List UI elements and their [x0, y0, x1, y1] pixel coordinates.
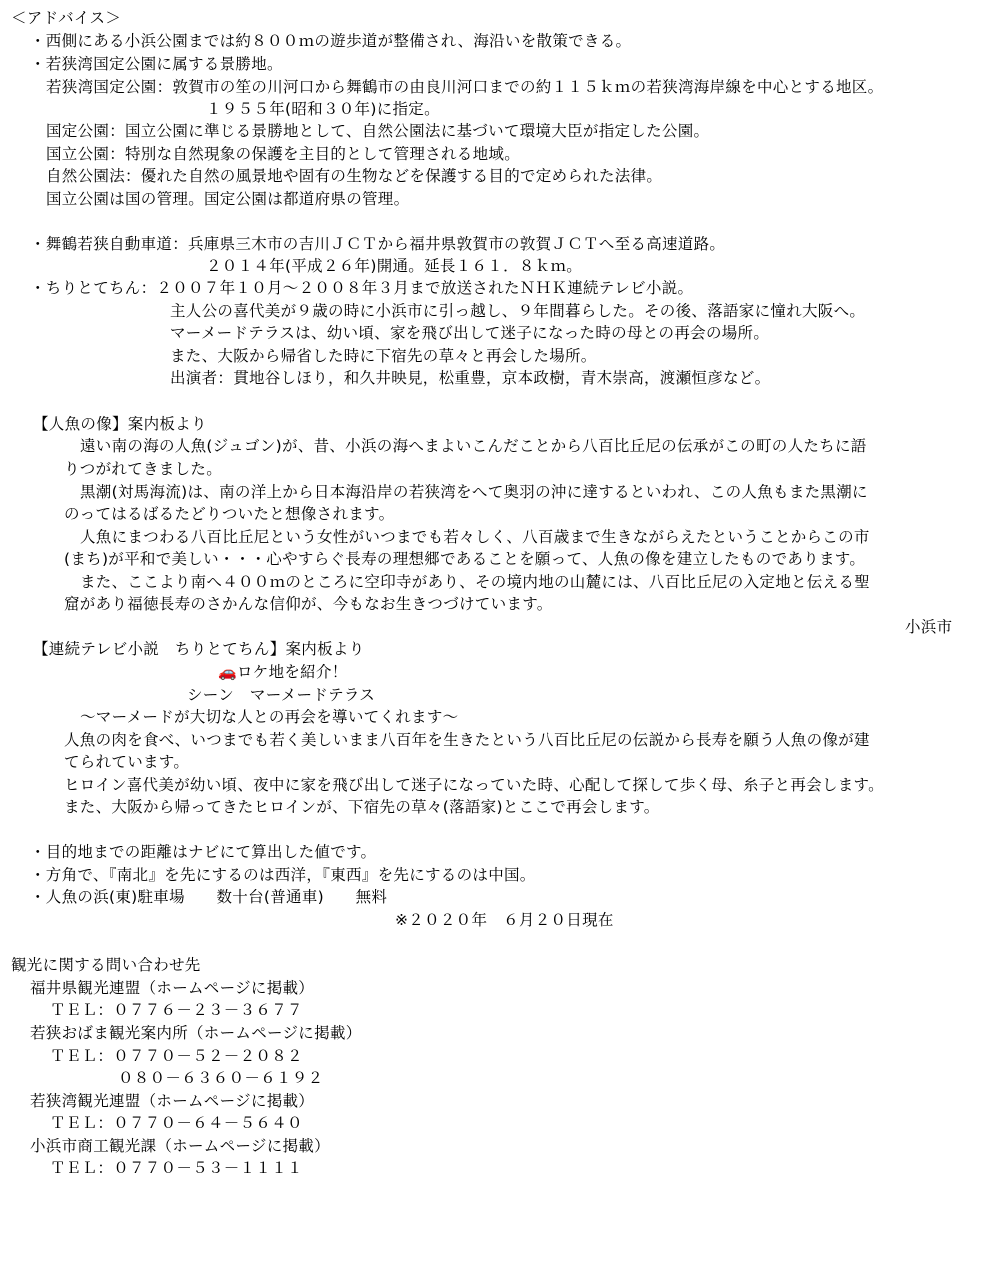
location-intro-text: ロケ地を紹介！ — [236, 663, 348, 681]
contact-org: 福井県観光連盟（ホームページに掲載） — [30, 979, 315, 997]
mermaid-statue-paragraph: 遠い南の海の人魚(ジュゴン)が、昔、小浜の海へまよいこんだことから八百比丘尼の伝承がこの町の人たちに語 — [80, 437, 867, 455]
car-icon: 🚗 — [218, 663, 237, 681]
mermaid-statue-paragraph: りつがれてきました。 — [64, 460, 223, 478]
mermaid-statue-paragraph: 黒潮(対馬海流)は、南の洋上から日本海沿岸の若狭湾をへて奥羽の沖に達するといわれ、この人魚もまた黒潮に — [80, 483, 868, 501]
drama-board-heading: 【連続テレビ小説 ちりとてちん】案内板より — [33, 640, 365, 658]
advice-national-park: 国立公園：特別な自然現象の保護を主目的として管理される地域。 — [46, 145, 521, 163]
note-parking: ・人魚の浜(東)駐車場 数十台(普通車) 無料 — [30, 888, 388, 906]
contact-org: 若狭おばま観光案内所（ホームページに掲載） — [30, 1024, 362, 1042]
contact-tel: ＴＥＬ：０７７０－５３－１１１１ — [50, 1159, 303, 1177]
contact-tel-alt: ０８０－６３６０－６１９２ — [118, 1069, 324, 1087]
note-as-of-date: ※２０２０年 ６月２０日現在 — [395, 911, 614, 929]
contact-tel: ＴＥＬ：０７７６－２３－３６７７ — [50, 1001, 303, 1019]
advice-chiritotechin-story: 主人公の喜代美が９歳の時に小浜市に引っ越し、９年間暮らした。その後、落語家に憧れ大阪へ。 — [170, 302, 866, 320]
contacts-heading: 観光に関する問い合わせ先 — [11, 956, 201, 974]
drama-board-location-intro — [218, 662, 348, 682]
contact-org: 小浜市商工観光課（ホームページに掲載） — [30, 1137, 330, 1155]
drama-board-paragraph: てられています。 — [64, 753, 190, 771]
advice-wakasa-definition: 若狭湾国定公園：敦賀市の笙の川河口から舞鶴市の由良川河口までの約１１５ｋｍの若狭湾海岸線を中心とする地区。 — [46, 78, 884, 96]
note-direction: ・方角で、『南北』を先にするのは西洋，『東西』を先にするのは中国。 — [30, 866, 536, 884]
contact-org: 若狭湾観光連盟（ホームページに掲載） — [30, 1092, 315, 1110]
advice-park-walk: ・西側にある小浜公園までは約８００ｍの遊歩道が整備され、海沿いを散策できる。 — [30, 32, 632, 50]
advice-expressway: ・舞鶴若狭自動車道：兵庫県三木市の吉川ＪＣＴから福井県敦賀市の敦賀ＪＣＴへ至る高速道路。 — [30, 235, 726, 253]
drama-board-tagline: ～マーメードが大切な人との再会を導いてくれます～ — [80, 708, 459, 726]
advice-expressway-opened: ２０１４年(平成２６年)開通。延長１６１．８ｋｍ。 — [206, 257, 583, 275]
drama-board-paragraph: また、大阪から帰ってきたヒロインが、下宿先の草々(落語家)とここで再会します。 — [64, 798, 660, 816]
advice-wakasa-intro: ・若狭湾国定公園に属する景勝地。 — [30, 55, 283, 73]
mermaid-statue-paragraph: また、ここより南へ４００ｍのところに空印寺があり、その境内地の山麓には、八百比丘尼の入定地と伝える聖 — [80, 573, 871, 591]
mermaid-statue-signature: 小浜市 — [905, 618, 953, 636]
contact-tel: ＴＥＬ：０７７０－６４－５６４０ — [50, 1114, 303, 1132]
mermaid-statue-paragraph: 窟があり福徳長寿のさかんな信仰が、今もなお生きつづけています。 — [64, 595, 553, 613]
advice-chiritotechin-cast: 出演者：貫地谷しほり，和久井映見，松重豊，京本政樹，青木崇高，渡瀬恒彦など。 — [170, 369, 771, 387]
advice-management: 国立公園は国の管理。国定公園は都道府県の管理。 — [46, 190, 410, 208]
advice-heading: ＜アドバイス＞ — [11, 9, 122, 27]
mermaid-statue-heading: 【人魚の像】案内板より — [33, 415, 207, 433]
mermaid-statue-paragraph: 人魚にまつわる八百比丘尼という女性がいつまでも若々しく、八百歳まで生きながらえたということからこの市 — [80, 528, 870, 546]
advice-natural-parks-act: 自然公園法：優れた自然の風景地や固有の生物などを保護する目的で定められた法律。 — [46, 167, 663, 185]
advice-chiritotechin-terrace: マーメードテラスは、幼い頃、家を飛び出して迷子になった時の母との再会の場所。 — [170, 324, 770, 342]
drama-board-paragraph: ヒロイン喜代美が幼い頃、夜中に家を飛び出して迷子になっていた時、心配して探して歩く母、糸子と再会します。 — [64, 776, 884, 794]
advice-chiritotechin: ・ちりとてちん：２００７年１０月～２００８年３月まで放送されたＮＨＫ連続テレビ小説。 — [30, 279, 694, 297]
contact-tel: ＴＥＬ：０７７０－５２－２０８２ — [50, 1047, 303, 1065]
note-distance: ・目的地までの距離はナビにて算出した値です。 — [30, 843, 377, 861]
advice-quasi-national-park: 国定公園：国立公園に準じる景勝地として、自然公園法に基づいて環境大臣が指定した公園。 — [46, 122, 710, 140]
drama-board-paragraph: 人魚の肉を食べ、いつまでも若く美しいまま八百年を生きたという八百比丘尼の伝説から長寿を願う人魚の像が建 — [64, 731, 870, 749]
advice-wakasa-designation: １９５５年(昭和３０年)に指定。 — [206, 100, 440, 118]
mermaid-statue-paragraph: (まち)が平和で美しい・・・心やすらぐ長寿の理想郷であることを願って、人魚の像を建立したものであります。 — [64, 550, 866, 568]
mermaid-statue-paragraph: のってはるばるたどりついたと想像されます。 — [64, 505, 395, 523]
drama-board-scene: シーン マーメードテラス — [187, 686, 376, 704]
advice-chiritotechin-reunion: また、大阪から帰省した時に下宿先の草々と再会した場所。 — [170, 347, 597, 365]
